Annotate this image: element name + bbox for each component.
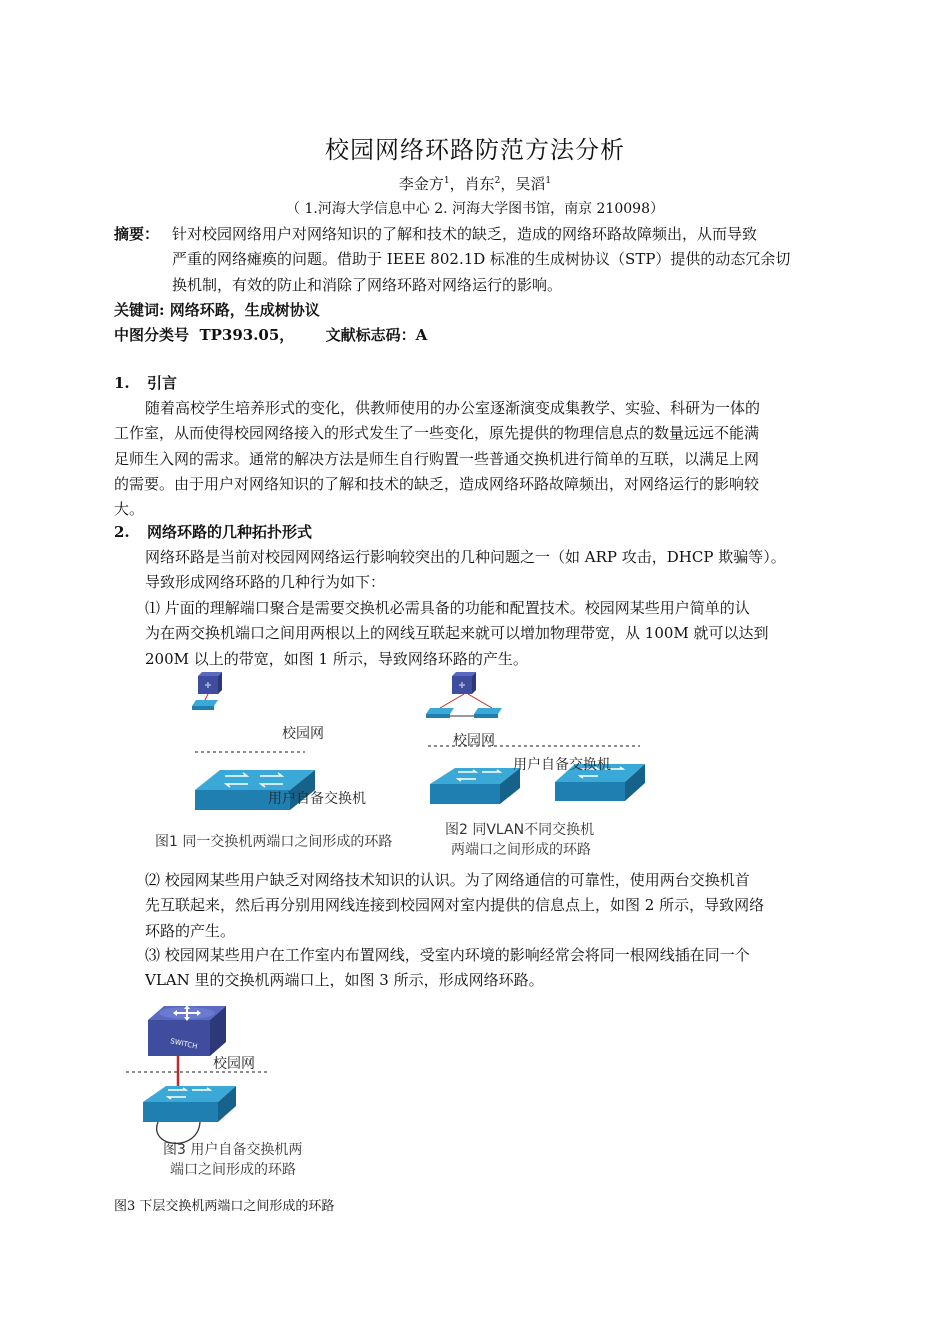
figure-1-switch-label: 用户自备交换机: [268, 791, 366, 807]
section2-number: 2.: [114, 523, 130, 541]
author-affil-mark: 1: [443, 176, 450, 186]
figure-1-campus-label: 校园网: [282, 726, 324, 742]
body-line: 200M 以上的带宽，如图 1 所示，导致网络环路的产生。: [145, 649, 528, 668]
figure-2-switch-label: 用户自备交换机: [513, 757, 611, 773]
switch-text: SWITCH: [169, 1037, 199, 1051]
figure-1-caption: 图1 同一交换机两端口之间形成的环路: [155, 834, 393, 850]
core-switch-icon: [198, 672, 222, 694]
body-line: ⑴ 片面的理解端口聚合是需要交换机必需具备的功能和配置技术。校园网某些用户简单的认: [145, 599, 750, 617]
svg-text:✛: ✛: [458, 681, 466, 690]
affiliation: （ 1.河海大学信息中心 2. 河海大学图书馆，南京 210098）: [286, 201, 664, 217]
author-separator: ，: [500, 175, 516, 193]
abstract-line: 换机制，有效的防止和消除了网络环路对网络运行的影响。: [172, 275, 563, 294]
figure-2-caption-line2: 两端口之间形成的环路: [451, 842, 591, 858]
svg-text:✛: ✛: [204, 681, 212, 690]
abstract-line: 严重的网络瘫痪的问题。借助于 IEEE 802.1D 标准的生成树协议（STP）提供的动态冗余切: [172, 250, 791, 269]
small-switch-icon: [192, 694, 218, 710]
body-line: 先互联起来，然后再分别用网线连接到校园网对室内提供的信息点上，如图 2 所示，导致网络: [145, 896, 765, 915]
author-name: 李金方: [398, 175, 444, 193]
figure-3-campus-label: 校园网: [213, 1056, 255, 1072]
user-switch-icon: [143, 1086, 236, 1122]
author-affil-mark: 1: [545, 176, 552, 186]
figure-2-caption-line1: 图2 同VLAN不同交换机: [445, 822, 595, 838]
section2-heading: 网络环路的几种拓扑形式: [147, 523, 313, 541]
core-switch-icon: [148, 1005, 226, 1056]
figure-1: [150, 668, 420, 853]
body-line: 随着高校学生培养形式的变化，供教师使用的办公室逐渐演变成集教学、实验、科研为一体的: [145, 399, 761, 417]
abstract-line: 针对校园网络用户对网络知识的了解和技术的缺乏，造成的网络环路故障频出，从而导致: [172, 225, 758, 243]
figure-3-bottom-caption: 图3 下层交换机两端口之间形成的环路: [114, 1199, 335, 1214]
author-name: 吴滔: [515, 175, 546, 193]
figure-3-caption-line2: 端口之间形成的环路: [170, 1162, 296, 1178]
list-item-3: [145, 943, 865, 994]
author-list: [0, 173, 950, 194]
body-line: 工作室，从而使得校园网络接入的形式发生了一些变化，原先提供的物理信息点的数量远远不能满: [114, 424, 760, 443]
body-line: 大。: [114, 500, 145, 519]
section2-intro: [145, 545, 865, 596]
body-line: ⑵ 校园网某些用户缺乏对网络技术知识的认识。为了网络通信的可靠性，使用两台交换机首: [145, 871, 750, 889]
core-switch-icon: [452, 672, 476, 694]
figure-1-diagram: [150, 668, 420, 853]
small-switch-icon: [426, 708, 454, 718]
keywords: 关键词: 网络环路，生成树协议: [114, 301, 320, 319]
body-line: 足师生入网的需求。通常的解决方法是师生自行购置一些普通交换机进行简单的互联，以满足上网: [114, 449, 760, 468]
figure-3: [118, 998, 368, 1183]
body-line: VLAN 里的交换机两端口上，如图 3 所示，形成网络环路。: [145, 971, 544, 990]
figure-2-campus-label: 校园网: [453, 733, 495, 749]
abstract-body: [172, 222, 852, 298]
body-line: 为在两交换机端口之间用两根以上的网线互联起来就可以增加物理带宽，从 100M 就可以达到: [145, 624, 769, 643]
user-switch-icon: [430, 768, 520, 804]
paper-title: 校园网络环路防范方法分析: [325, 136, 625, 164]
body-line: 导致形成网络环路的几种行为如下：: [145, 573, 386, 592]
list-item-2: [145, 868, 865, 944]
section1-number: 1.: [114, 374, 130, 392]
author-separator: ，: [449, 175, 465, 193]
abstract-label: 摘要：: [114, 225, 160, 243]
figure-3-caption-line1: 图3 用户自备交换机两: [163, 1142, 303, 1158]
author-affil-mark: 2: [494, 176, 501, 186]
body-line: 环路的产生。: [145, 921, 236, 940]
body-line: ⑶ 校园网某些用户在工作室内布置网线，受室内环境的影响经常会将同一根网线插在同一个: [145, 946, 750, 964]
list-item-1: [145, 596, 865, 672]
author-name: 肖东: [464, 175, 495, 193]
section1-heading: 引言: [147, 374, 178, 392]
small-switch-icon: [474, 708, 502, 718]
body-line: 的需要。由于用户对网络知识的了解和技术的缺乏，造成网络环路故障频出，对网络运行的影响较: [114, 474, 760, 493]
body-line: 网络环路是当前对校园网网络运行影响较突出的几种问题之一（如 ARP 攻击，DHCP 欺骗等）。: [145, 548, 786, 566]
section1-body: [114, 396, 854, 522]
classification: 中图分类号 TP393.05， 文献标志码：A: [114, 326, 428, 344]
figure-2: [420, 668, 660, 863]
